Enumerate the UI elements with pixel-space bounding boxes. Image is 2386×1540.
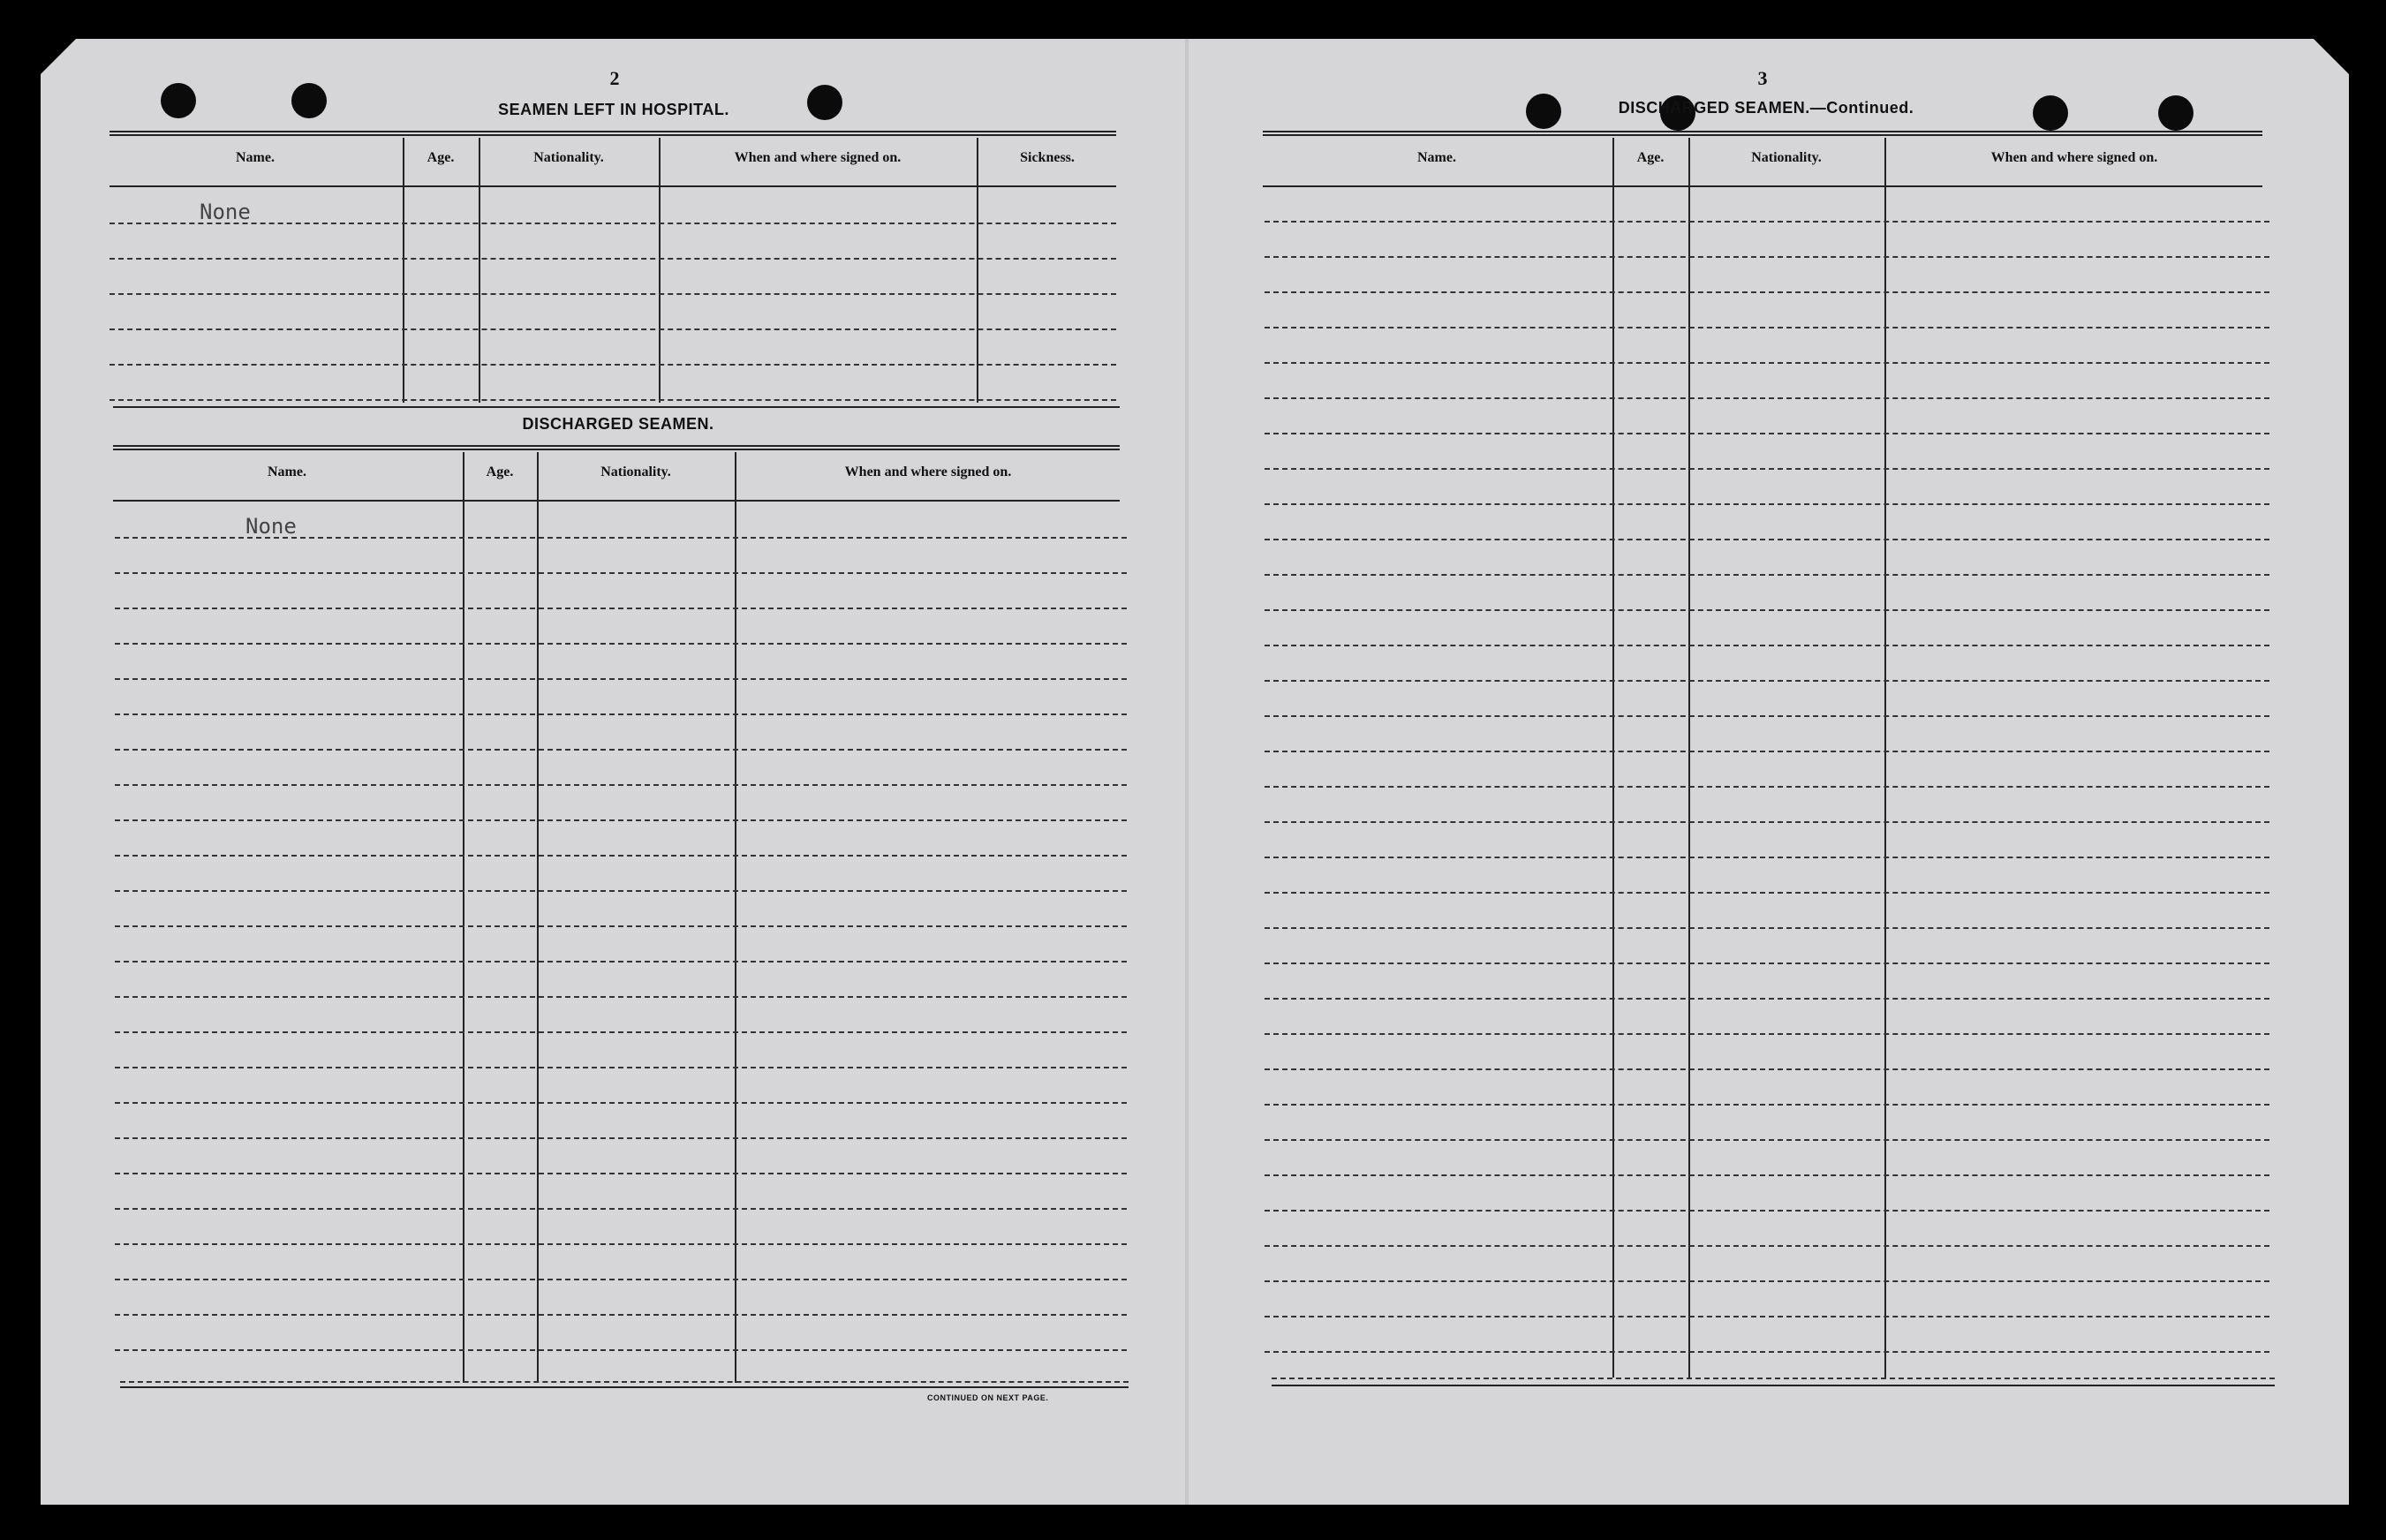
- table-row: [1265, 1139, 2269, 1141]
- table-row: [1265, 1068, 2269, 1070]
- column-header-when-where: When and where signed on.: [1990, 150, 2158, 165]
- table-row: [115, 1314, 1127, 1316]
- table-row: [1265, 1033, 2269, 1035]
- table-row: [115, 855, 1127, 857]
- discharged-section-title: DISCHARGED SEAMEN.: [522, 415, 714, 433]
- table-row: [1265, 327, 2269, 328]
- table-row: [120, 1381, 1129, 1383]
- table-row: [115, 1031, 1127, 1033]
- table-row: [1265, 291, 2269, 293]
- table-row: [1265, 1104, 2269, 1106]
- table-row: [1265, 256, 2269, 258]
- table-row: [1265, 1174, 2269, 1176]
- column-header-nationality: Nationality.: [1751, 150, 1822, 165]
- column-header-name: Name.: [268, 464, 306, 479]
- page-fold: [1185, 39, 1189, 1505]
- table-row: [115, 1067, 1127, 1068]
- table-row: [1265, 857, 2269, 858]
- table-row: [115, 1279, 1127, 1280]
- punch-hole: [291, 83, 327, 118]
- table-row: [1265, 609, 2269, 611]
- header-underline: [113, 500, 1120, 502]
- page-title: DISCHARGED SEAMEN.—Continued.: [1618, 99, 1914, 117]
- column-header-nationality: Nationality.: [533, 150, 604, 165]
- table-row: [109, 293, 1116, 295]
- hospital-section-title: SEAMEN LEFT IN HOSPITAL.: [498, 101, 729, 118]
- table-row: [115, 1243, 1127, 1245]
- header-rule: [109, 131, 1116, 136]
- table-row: [109, 399, 1116, 401]
- table-row: [1265, 645, 2269, 646]
- column-header-nationality: Nationality.: [600, 464, 671, 479]
- table-row: [115, 608, 1127, 609]
- table-row: [1265, 433, 2269, 434]
- table-row: [1265, 1351, 2269, 1353]
- column-divider: [1688, 138, 1690, 1378]
- column-header-age: Age.: [427, 150, 455, 165]
- punch-hole: [161, 83, 196, 118]
- column-header-name: Name.: [1417, 150, 1456, 165]
- table-row: [115, 1137, 1127, 1139]
- table-row: [115, 1208, 1127, 1210]
- table-row: [115, 1173, 1127, 1174]
- column-header-age: Age.: [1636, 150, 1665, 165]
- header-rule: [113, 445, 1120, 450]
- punch-hole: [807, 85, 842, 120]
- page-number: 2: [609, 67, 620, 89]
- table-row: [1265, 1316, 2269, 1317]
- table-row: [1265, 998, 2269, 1000]
- column-divider: [479, 138, 480, 403]
- column-divider: [403, 138, 404, 403]
- table-row: [1265, 786, 2269, 788]
- table-row: [1265, 962, 2269, 964]
- bottom-rule: [120, 1386, 1129, 1388]
- table-row: [1265, 221, 2269, 223]
- column-header-age: Age.: [486, 464, 514, 479]
- table-row: [1265, 1210, 2269, 1212]
- continued-note: CONTINUED ON NEXT PAGE.: [927, 1393, 1049, 1402]
- column-divider: [977, 138, 978, 403]
- table-row: [1265, 397, 2269, 399]
- table-row: [1265, 1280, 2269, 1282]
- column-header-when-where: When and where signed on.: [734, 150, 902, 165]
- header-underline: [1263, 185, 2262, 187]
- table-row: [115, 890, 1127, 892]
- table-row: [115, 996, 1127, 998]
- punch-hole: [2158, 95, 2193, 131]
- header-rule: [1263, 131, 2262, 136]
- column-divider: [1612, 138, 1614, 1378]
- table-row: [1265, 574, 2269, 576]
- column-header-sickness: Sickness.: [1020, 150, 1075, 165]
- column-header-when-where: When and where signed on.: [844, 464, 1012, 479]
- hospital-entry: None: [200, 200, 251, 224]
- table-row: [1265, 539, 2269, 540]
- table-row: [1265, 927, 2269, 929]
- table-row: [109, 364, 1116, 366]
- table-row: [1265, 821, 2269, 823]
- section-rule: [113, 406, 1120, 408]
- header-underline: [109, 185, 1116, 187]
- folded-corner: [2314, 39, 2349, 74]
- table-row: [115, 961, 1127, 962]
- table-row: [1265, 680, 2269, 682]
- page-number: 3: [1757, 67, 1768, 89]
- table-row: [115, 925, 1127, 927]
- column-header-name: Name.: [236, 150, 275, 165]
- table-row: [115, 819, 1127, 821]
- table-row: [115, 1349, 1127, 1351]
- table-row: [109, 258, 1116, 260]
- table-row: [115, 749, 1127, 751]
- column-divider: [659, 138, 661, 403]
- table-row: [115, 678, 1127, 680]
- discharged-entry: None: [245, 514, 297, 539]
- table-row: [1265, 715, 2269, 717]
- bottom-rule: [1272, 1385, 2275, 1386]
- table-row: [1265, 503, 2269, 505]
- table-row: [1265, 468, 2269, 470]
- table-row: [1265, 751, 2269, 752]
- table-row: [1265, 892, 2269, 894]
- column-divider: [1884, 138, 1886, 1378]
- table-row: [1265, 362, 2269, 364]
- table-row: [115, 784, 1127, 786]
- table-row: [115, 713, 1127, 715]
- folded-corner: [41, 39, 76, 74]
- punch-hole: [2033, 95, 2068, 131]
- table-row: [115, 1102, 1127, 1104]
- table-row: [115, 643, 1127, 645]
- table-row: [115, 572, 1127, 574]
- table-row: [1265, 1245, 2269, 1247]
- table-row: [109, 223, 1116, 224]
- table-row: [109, 328, 1116, 330]
- table-row: [1272, 1378, 2275, 1379]
